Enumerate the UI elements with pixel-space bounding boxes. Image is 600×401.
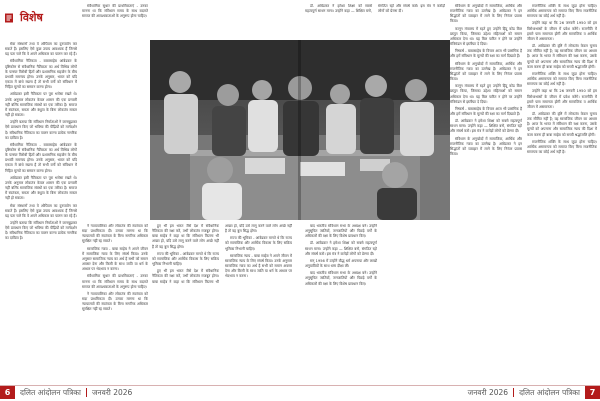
paragraph: संविधान के अनुच्छेदों में सामाजिक, आर्थिक और राजनीतिक न्याय का उल्लेख है। आंबेडकर ने इन सिद्धांतों को व्यवहार में लाने के लिए निरंतर प्रयास किया। — [450, 61, 522, 82]
text-column-top-left — [82, 4, 148, 38]
paragraph: डॉ. आंबेडकर की दृष्टि में लोकतंत्र केवल चुनाव तक सीमित नहीं है; यह सामाजिक जीवन का आधार है। आज के भारत में संविधान की रक्षा करना, उसके मूल्यों को अपनाना और सामाजिक न्याय की दिशा में काम करना ही बाबा साहेब को सच्ची श्रद्धांजलि होगी। — [527, 44, 597, 69]
text-column-5 — [450, 4, 522, 382]
paragraph: कानून मंत्रालय में रहते हुए उन्होंने हिंदू कोड बिल प्रस्तुत किया, जिसका उद्देश्य महिलाओं को समान अधिकार देना था। यह बिल पारित न होने पर उन्होंने मंत्रिमंडल से इस्तीफा दे दिया। — [450, 26, 522, 47]
text-column-6 — [527, 4, 597, 382]
paragraph: कानून मंत्रालय में रहते हुए उन्होंने हिंदू कोड बिल प्रस्तुत किया, जिसका उद्देश्य महिलाओं को समान अधिकार देना था। यह बिल पारित न होने पर उन्होंने मंत्रिमंडल से इस्तीफा दे दिया। — [450, 84, 522, 104]
text-column-2 — [82, 224, 148, 382]
paragraph: संवैधानिक सुधार की प्राथमिकताएं - उनका मानना था कि संविधान समय के साथ बदलते समाज की आवश्यकताओं के अनुरूप होना चाहिए। — [82, 4, 148, 19]
text-column-4 — [305, 224, 377, 382]
paragraph: ने न्यायपालिका और लोकतंत्र की स्वतंत्रता को सदा प्राथमिकता दी। उनका मानना था कि न्यायालयों की स्वतंत्रता के बिना नागरिक अधिकार सुरक्षित नहीं रह सकते। — [82, 224, 148, 244]
paragraph: डॉ. आंबेडकर ने हमेशा शिक्षा को सबसे महत्वपूर्ण साधन माना। उन्होंने कहा — शिक्षित बनो, संगठित रहो और संघर्ष करो। इस मंत्र ने करोड़ों लोगों को प्रेरणा दी। — [450, 119, 522, 134]
paragraph: डॉ. आंबेडकर ने हमेशा शिक्षा को सबसे महत्वपूर्ण साधन माना। उन्होंने कहा — शिक्षित बनो, संगठित रहो और संघर्ष करो। इस मंत्र ने करोड़ों लोगों को प्रेरणा दी। — [305, 241, 377, 256]
archival-photo — [150, 40, 450, 220]
paragraph: संविधान के अनुच्छेदों में सामाजिक, आर्थिक और राजनीतिक न्याय का उल्लेख है। आंबेडकर ने इन सिद्धांतों को व्यवहार में लाने के लिए निरंतर प्रयास किया। — [450, 4, 522, 24]
paragraph: सेवा संस्थानों तथा वे ओपियम का दुरुपयोग कर सकते हैं। इसलिए ऐसे कुछ उपाय आवश्यक हैं जिनसे यह पता चले कि वे अपने अधिकार का पालन कर रहे हैं। — [5, 203, 77, 218]
paragraph: राज्य की भूमिका - आंबेडकर मानते थे कि राज्य को सामाजिक और आर्थिक विकास के लिए सक्रिय भूमिका निभानी चाहिए। — [152, 251, 219, 267]
paragraph: सेवा संस्थानों तथा वे ओपियम का दुरुपयोग कर सकते हैं। इसलिए ऐसे कुछ उपाय आवश्यक हैं जिनसे यह पता चले कि वे अपने अधिकार का पालन कर रहे हैं। — [5, 42, 77, 57]
document-icon — [3, 12, 15, 24]
paragraph: उन्होंने कहा था कि 26 जनवरी 1950 को हम विरोधाभासों के जीवन में प्रवेश करेंगे। राजनीति में हमारे पास समानता होगी और सामाजिक व आर्थिक जीवन में असमानता। — [527, 89, 597, 109]
paragraph: सन् 1956 में उन्होंने बौद्ध धर्म अपनाया और लाखों अनुयायियों के साथ धम्म दीक्षा ली। — [305, 258, 377, 269]
paragraph: उन्होंने बताया कि संविधान निर्माताओं ने जानबूझकर ऐसे प्रावधान किए जो भविष्य की पीढ़ियों को मार्गदर्शन दें। संवैधानिक नैतिकता का पालन करना प्रत्येक नागरिक का दायित्व है। — [5, 120, 77, 140]
paragraph: आंबेडकर इसी नैतिकता पर पूरा भरोसा रखते थे। उनके अनुसार लोकतंत्र केवल शासन की एक प्रणाली नहीं बल्कि सामाजिक संबंधों का एक तरीका है। समाज में स्वतंत्रता, समता और बंधुत्व के बिना लोकतंत्र सफल नहीं हो सकता। — [5, 92, 77, 118]
paragraph: बाद भारतीय संविधान सभा के अध्यक्ष बने। उन्होंने अनुसूचित जातियों, जनजातियों और पिछड़े वर्गों के अधिकारों की रक्षा के लिए विशेष प्रावधान किए। — [305, 224, 377, 239]
paragraph: सामाजिक न्याय - बाबा साहेब ने अपने जीवन में सामाजिक न्याय के लिए संघर्ष किया। उनके अनुसार सामाजिक न्याय का अर्थ है सभी को समान अवसर देना और किसी के साथ जाति या धर्म के आधार पर भेदभाव न करना। — [82, 246, 148, 272]
paragraph: संवैधानिक सुधार की प्राथमिकताएं - उनका मानना था कि संविधान समय के साथ बदलते समाज की आवश्यकताओं के अनुरूप होना चाहिए। — [82, 274, 148, 289]
paragraph: आंबेडकर इसी नैतिकता पर पूरा भरोसा रखते थे। उनके अनुसार लोकतंत्र केवल शासन की एक प्रणाली नहीं बल्कि सामाजिक संबंधों का एक तरीका है। समाज में स्वतंत्रता, समता और बंधुत्व के बिना लोकतंत्र सफल नहीं हो सकता। — [5, 175, 77, 201]
paragraph: संवैधानिक नैतिकता - बाबासाहेब आंबेडकर के दृष्टिकोण से संवैधानिक नैतिकता का अर्थ विभिन्न लोगों के परस्पर विरोधी हितों और प्रशासनिक सहयोग के बीच प्रभावी समन्वय होना। उनके अनुसार, भारत को यदि एकता में बांधे रखना है तो सभी वर्गों को संविधान में निहित मूल्यों का सम्मान करना होगा। — [5, 59, 77, 90]
paragraph: बाद भारतीय संविधान सभा के अध्यक्ष बने। उन्होंने अनुसूचित जातियों, जनजातियों और पिछड़े वर्गों के अधिकारों की रक्षा के लिए विशेष प्रावधान किए। — [305, 271, 377, 286]
footer-issue: जनवरी 2026 — [91, 387, 133, 397]
paragraph: सामाजिक न्याय - बाबा साहेब ने अपने जीवन में सामाजिक न्याय के लिए संघर्ष किया। उनके अनुसार सामाजिक न्याय का अर्थ है सभी को समान अवसर देना और किसी के साथ जाति या धर्म के आधार पर भेदभाव न करना। — [225, 253, 292, 279]
paragraph: राजनीतिक शक्ति के साथ जुड़ा होना चाहिए। आर्थिक असमानता को समाप्त किए बिना राजनीतिक समानता का कोई अर्थ नहीं है। — [527, 71, 597, 87]
text-column-3 — [152, 224, 292, 382]
text-column-top — [305, 4, 445, 38]
footer-left — [0, 384, 300, 401]
paragraph: संविधान के अनुच्छेदों में सामाजिक, आर्थिक और राजनीतिक न्याय का उल्लेख है। आंबेडकर ने इन सिद्धांतों को व्यवहार में लाने के लिए निरंतर प्रयास किया। — [450, 136, 522, 157]
page-number-left: 6 — [0, 386, 15, 399]
paragraph: डॉ. आंबेडकर ने हमेशा शिक्षा को सबसे महत्वपूर्ण साधन माना। उन्होंने कहा — शिक्षित बनो, संगठित रहो और संघर्ष करो। इस मंत्र ने करोड़ों लोगों को प्रेरणा दी। — [305, 4, 445, 14]
paragraph: उन्होंने कहा था कि 26 जनवरी 1950 को हम विरोधाभासों के जीवन में प्रवेश करेंगे। राजनीति में हमारे पास समानता होगी और सामाजिक व आर्थिक जीवन में असमानता। — [527, 21, 597, 41]
paragraph: राजनीतिक शक्ति के साथ जुड़ा होना चाहिए। आर्थिक असमानता को समाप्त किए बिना राजनीतिक समानता का कोई अर्थ नहीं है। — [527, 139, 597, 155]
paragraph: राज्य की भूमिका - आंबेडकर मानते थे कि राज्य को सामाजिक और आर्थिक विकास के लिए सक्रिय भूमिका निभानी चाहिए। — [225, 236, 292, 251]
paragraph: निष्कर्ष - बाबासाहेब के विचार आज भी प्रासंगिक हैं और हमें संविधान के मूल्यों की रक्षा का मार्ग दिखाते हैं। — [450, 106, 522, 116]
paragraph: संवैधानिक नैतिकता - बाबासाहेब आंबेडकर के दृष्टिकोण से संवैधानिक नैतिकता का अर्थ विभिन्न लोगों के परस्पर विरोधी हितों और प्रशासनिक सहयोग के बीच प्रभावी समन्वय होना। उनके अनुसार, भारत को यदि एकता में बांधे रखना है तो सभी वर्गों को संविधान में निहित मूल्यों का सम्मान करना होगा। — [5, 142, 77, 173]
footer-issue: जनवरी 2026 — [467, 387, 509, 397]
page-number-right: 7 — [585, 386, 600, 399]
footer-right — [300, 384, 600, 401]
section-tag — [0, 9, 88, 26]
paragraph: डॉ. आंबेडकर की दृष्टि में लोकतंत्र केवल चुनाव तक सीमित नहीं है; यह सामाजिक जीवन का आधार है। आज के भारत में संविधान की रक्षा करना, उसके मूल्यों को अपनाना और सामाजिक न्याय की दिशा में काम करना ही बाबा साहेब को सच्ची श्रद्धांजलि होगी। — [527, 111, 597, 137]
paragraph: उन्होंने बताया कि संविधान निर्माताओं ने जानबूझकर ऐसे प्रावधान किए जो भविष्य की पीढ़ियों को मार्गदर्शन दें। संवैधानिक नैतिकता का पालन करना प्रत्येक नागरिक का दायित्व है। — [5, 221, 77, 241]
section-label: विशेष — [20, 11, 43, 24]
paragraph: हुए भी हम भारत जैसे देश में संवैधानिक नैतिकता की रक्षा करें, तभी लोकतंत्र मजबूत होगा। बाबा साहेब ने कहा था कि संविधान कितना भी अच्छा हो, यदि उसे लागू करने वाले लोग अच्छे नहीं हैं तो वह बुरा सिद्ध होगा। — [152, 224, 219, 249]
text-column-1 — [5, 42, 77, 380]
paragraph: राजनीतिक शक्ति के साथ जुड़ा होना चाहिए। आर्थिक असमानता को समाप्त किए बिना राजनीतिक समानता का कोई अर्थ नहीं है। — [527, 4, 597, 19]
paragraph: ने न्यायपालिका और लोकतंत्र की स्वतंत्रता को सदा प्राथमिकता दी। उनका मानना था कि न्यायालयों की स्वतंत्रता के बिना नागरिक अधिकार सुरक्षित नहीं रह सकते। — [82, 291, 148, 312]
paragraph: निष्कर्ष - बाबासाहेब के विचार आज भी प्रासंगिक हैं और हमें संविधान के मूल्यों की रक्षा का मार्ग दिखाते हैं। — [450, 49, 522, 59]
footer-magazine-title: दलित आंदोलन पत्रिका — [20, 387, 81, 397]
footer-magazine-title: दलित आंदोलन पत्रिका — [519, 387, 580, 397]
paragraph: हुए भी हम भारत जैसे देश में संवैधानिक नैतिकता की रक्षा करें, तभी लोकतंत्र मजबूत होगा। बाबा साहेब ने कहा था कि संविधान कितना भी अच्छा हो, यदि उसे लागू करने वाले लोग अच्छे नहीं हैं तो वह बुरा सिद्ध होगा। — [152, 224, 292, 284]
